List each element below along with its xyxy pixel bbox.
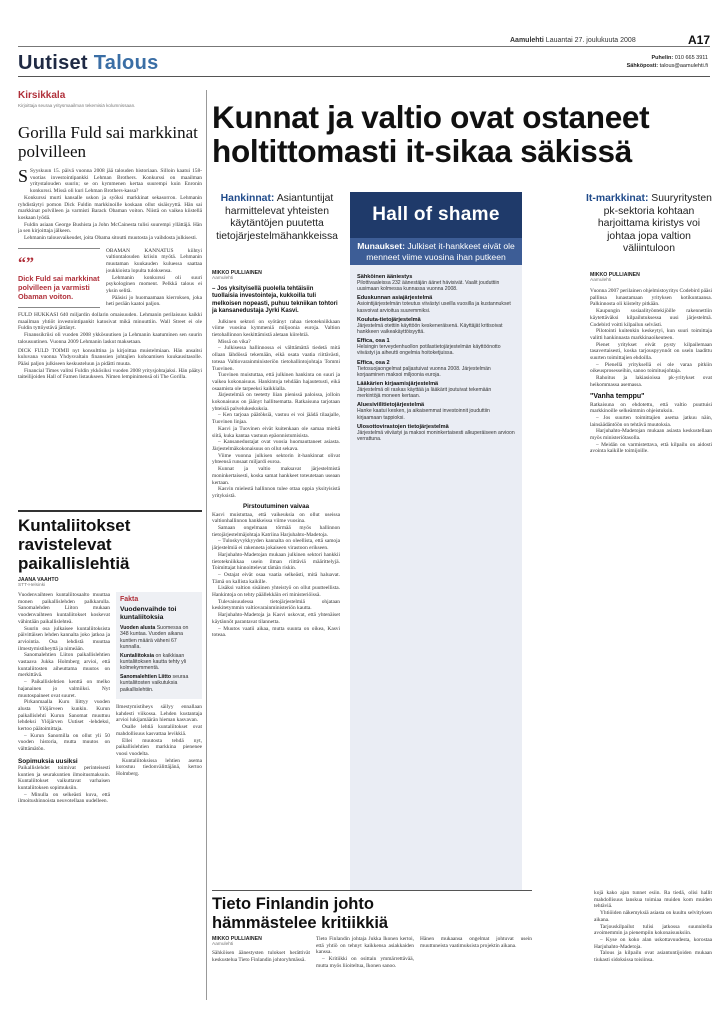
finland-source: Aamulehti [212,942,234,947]
pull-quote-box [18,248,100,308]
main-subhead-text: Asiantuntijat harmittelevat yhteisten käytäntöjen puutetta tietojärjestelmähankkeissa [216,193,338,242]
main-body-right: Lisäksi valtion sisäinen yhteistyö on ollut puutteellista. Hankintoja on tehty päällekkäin eri ministeriöissä. [212,585,340,599]
drop-cap: S [18,166,29,186]
kuntaliitokset-location: STT-Helsinki [18,583,46,588]
main-subhead [212,193,342,243]
it-inline-subhead: "Vanha temppu" [590,392,645,400]
fakta-item-text: on kaikkiaan kuntaliitoksen kautta tehty yli kolmekymmentä. [120,652,187,672]
main-body: Tuovinen muistuttaa, että julkinen hankinta on suuri ja vaikea kokonaisuus. Hankintoja tehdään hajautetusti, eikä osaamista ole tarpeeksi kaikkialla. [212,372,340,392]
sopimuksia-subhead: Sopimuksia uusiksi [18,757,78,765]
kirsikkala-right-2: Lehmanin konkurssi oli suuri psykologinen moment. Pelkkä talous ei yksin selitä. [106,274,202,294]
main-body-right: – Tuloskyvykkyyden kannalta on oleellista, että samoja järjestelmiä ei rakenneta jokaiseen virastoon erikseen. [212,538,340,552]
bottom-right-body: Talous ja kilpailu ovat asiantuntijoiden mukaan tiukasti sidoksissa toisiinsa. [594,950,712,964]
it-subhead-bold: It-markkinat: [586,193,649,204]
hall-of-shame-item [357,360,515,378]
bottom-right-body: Tarjouskilpailut tulisi jatkossa suunnitella avoimemmin ja pienempiin kokonaisuuksiin. [594,923,712,937]
sopimuksia-body-2: – Minulla on selkeästi kuva, että ilmoitushinnoista neuvotellaan uudelleen. [18,791,110,805]
page-number: A17 [688,33,711,47]
pull-quote: Dick Fuld sai markkinat polvilleen ja varmisti Obaman voiton. [18,273,100,301]
hall-of-shame-box [350,192,522,890]
hall-of-shame-subbar [350,238,522,265]
hos-item-title: Ulosottovirastojen tietojärjestelmä [357,423,449,430]
kunta-right-2: Osalle lehtiä kuntaliitokset ovat mahdollisuus kasvattaa levikkiä. [116,724,202,737]
bottom-right-body: kojä kako ajan tunnet esiin. Ra tiedä, olisi hallit mahdollisuus lanskua toimiaa muiden kom muiden tehtäviä. [594,890,712,910]
kunta-right-4: Kuntaliitoksissa lehtien asema korostuu tiedonvälittäjänä, kertoo Holmberg. [116,757,202,778]
hall-of-shame-item [357,338,515,356]
article-top-rule [18,510,202,512]
finland-body: Sähköisen äänestysten tulokset herättivät keskustelua Tieto Finlandin johtoryhmässä. [212,950,310,963]
hall-of-shame-item [357,381,515,399]
contact-phone [652,55,708,61]
main-headline-line1: Kunnat ja valtio ovat ostaneet [212,99,650,135]
finland-body: Tieto Finlandin johtaja Jukka Ikonen kertoi, että yhtiö on tehnyt kaikkensa asiakkaiden kanssa. [316,936,414,956]
it-subhead-text: Suuryritysten pk-sektoria kohtaan harjoittama kiristys voi johtaa jopa valtion väliintuloon [597,193,712,254]
finland-byline: MIKKO PULLIAINEN [212,936,262,942]
fakta-item [120,625,198,651]
kirsikkala-right-3: Pääsisi jo huomaamaan kierroksen, joka heti perään kaatoi paljon. [106,294,202,308]
section-main: Uutiset [18,52,88,74]
bottom-right-body: – Kyse on koko alan uskottavuudesta, korostaa Harjuhahto-Madetoja. [594,936,712,950]
hos-item-title: Aluesiviilitietojärjestelmä [357,402,425,409]
it-markkinat-subhead [586,193,712,256]
it-body-2: – Jos suurten toimittajien asema jatkuu näin, lainsäädäntöön on tehtävä muutoksia. [590,414,712,428]
main-body: Viime vuonna julkisen sektorin it-hankinnat olivat yhteensä runsaat miljardi euroa. [212,452,340,466]
kirsikkala-body-2: Konkurssi murti kansalle uskon ja syöksi markkinat sekasorron. Lehmanin ryhdistäytyi pomon Dick Fuldin markkinoille koskaan ollut sisäisyyttä. Hän sai markkinat polvilleen ja varmisti Barack Obaman voiton. Niistä on vaikea kiistellä koskaan lyödä. [18,194,202,221]
hall-of-shame-item [357,295,515,313]
kirsikkala-headline: Gorilla Fuld sai markkinat polvilleen [18,123,198,161]
fakta-item-text: Suomessa on 348 kuntaa. Vuoden aikana kuntien määrä väheni 67 kunnalla. [120,625,189,651]
kunta-body-6: – Kurun Sanomilla on ollut yli 50 vuoden historia, mutta muutos on välttämätön. [18,732,110,753]
finland-top-rule [212,890,532,891]
kunta-body-4: – Paikallislehtien kenttä on melko hajanainen jo valmiiksi. Nyt muutospaineet ovat suuret. [18,679,110,699]
hos-item-text: Tietosuojaongelmat paljastuivat vuonna 2008. Järjestelmän korjaaminen maksoi miljoonia euroja. [357,365,491,378]
page-header [0,0,728,80]
bottom-right-body: Yhtiöiden näkemyksiä asiasta on kuultu selvityksen aikana. [594,910,712,923]
it-body: Pilotointi kuitenkin keskeytyi, kun suuri toimittaja valitti hankinnasta markkinaoikeuteen. [590,328,712,341]
main-headline [212,100,712,168]
kirsikkala-right-1: OBAMAN KANNATUS kiihtyi valtiontalouden kriisin myötä. Lehmanin muutaman kuukauden kuluessa saattaa joukkioista lopulta tuloksensa. [106,247,202,274]
fakta-title: Vuodenvaihde toi kuntaliitoksia [120,606,177,621]
kuntaliitokset-article [18,510,202,1016]
it-body: Vuonna 2007 perilainen ohjelmistoyritys Codebird pääsi pallinsa lunastamaan yrityksen kotikuntaansa. Palkinnosta oli kiistelty pitkään. [590,288,712,308]
it-body-2: Harjuhahto-Madetojan mukaan asiasta keskustellaan myös ministeriötasolla. [590,428,712,442]
main-body: – Kansanedustajat ovat vuosia huomauttaneet asiasta. Järjestelmäkokonaisuus on ollut sekava. [212,439,340,452]
hos-item-title: Sähköinen ääniestys [357,274,413,280]
hall-of-shame-item [357,424,515,442]
fakta-item [120,653,198,672]
phone-label: Puhelin: [651,55,674,61]
kirsikkala-bottom-1: FULD HUKKASI 640 miljardin dollarin omaisuuden. Lehmanin perilaisuus kaikki maailman yhtiöt investointipankit katosivat mikä minuuttiin. Wall Street ei ole Fuldin tyttöystävä jättänyt. [18,312,202,332]
main-source: Aamulehti [212,276,234,281]
hos-item-text: Asiointijärjestelmän toteutus viivästyi useilla vuosilla ja kustannukset kasvoivat arvioitua suuremmiksi. [357,301,511,314]
finland-headline: Tieto Finlandin johto hämmästelee kritiikkiä [212,895,389,932]
main-body-right: Harjuhahto-Madetojan mukaan julkinen sektori hankkii tietotekniikkaa usein ilman riittäviä määrittelyjä. Toimittajat hinnoittelevat tämän riskin. [212,551,340,572]
section-sub: Talous [93,52,159,74]
fakta-item-bold: Sanomalehtien Liitto [120,673,172,680]
hall-of-shame-item [357,402,515,420]
hos-item-title: Lääkärien kirjaamisjärjestelmä [357,381,439,388]
header-paper-date [510,37,636,44]
main-headline-line2: holtittomasti it-sikaa säkissä [212,133,632,169]
main-body-right: Samaan ongelmaan törmää myös hallinnon tietojärjestelmäjohtaja Katriina Harjuhahto-Madetoja. [212,525,340,538]
main-body-right: Tulevaisuudessa tietojärjestelmiä ohjataan keskitetymmin valtiovarainministeriön kautta. [212,598,340,612]
it-body: Rahoitus ja lakiasioissa pk-yritykset ovat heikommassa asemassa. [590,375,712,388]
fakta-box [116,592,202,699]
main-body-right: – Muutos vaatii aikaa, mutta suunta on oikea, Kasvi toteaa. [212,625,340,639]
it-body-2: – Meidän on varmistettava, että kilpailu on aidosti avointa kaikille toimijoille. [590,441,712,455]
finland-body: Hänen mukaansa ongelmat johtuvat usein muuttuneista vaatimuksista projektin aikana. [420,936,532,949]
paper-name: Aamulehti [510,37,544,44]
main-body: Julkinen sektori on syötänyt rahaa tietotekniikkaan viime vuosina kymmeniä miljoonia euroja. Valtion tietohallinnon keskittämistä aletaan kiirehtiä. [212,318,340,339]
kirsikkala-column [18,90,202,506]
hall-of-shame-sub-text: Julkiset it-hankkeet eivät ole menneet viime vuosina ihan putkeen [366,241,515,262]
fakta-label: Fakta [120,596,139,603]
main-body: Kasvin mielestä hallinnon tulee ottaa oppia yksityisistä yrityksistä. [212,486,340,499]
hos-item-title: Eduskunnan asiajärjestelmä [357,295,433,302]
main-body-right: Kasvi muistuttaa, että vaikeuksia on ollut useissa valtionhallinnon hankkeissa viime vuosina. [212,511,340,525]
it-body-2: Ratkaisuna on ehdotettu, että valtio puuttuisi markkinoille selkeämmin ohjeistuksin. [590,401,712,415]
kunta-right-3: Ellei muutosta tehdä nyt, paikallislehtien markkina pienenee vuosi vuodelta. [116,737,202,757]
it-body: Kaupungin sosiaalityöntekijöille rakennettiin käytettäväksi kilpailutuksessa uusi järjestelmä. Codebird voitti kilpailun selvästi. [590,308,712,328]
hos-item-title: Kouluta-tietojärjestelmä [357,316,421,323]
kunta-right-1: Ilmestymistiheys säilyy ennallaan kahdesti viikossa. Lehden kustantaja arvioi lukijamäärän hieman kasvavan. [116,704,202,724]
kuntaliitokset-headline: Kuntaliitokset ravistelevat paikallislehtiä [18,516,131,573]
it-body: – Pienellä yrityksellä ei ole varaa pitkiin oikeusprosesseihin, sanoo toimitusjohtaja. [590,361,712,375]
main-inline-subhead: Pirstoutuminen vaivaa [242,502,310,510]
section-title [18,52,159,75]
left-column-divider [206,90,207,1000]
main-lead: – Jos yksityisellä puolella tehtäisiin tuollaisia investointeja, kukkoilla tuli melkoisen nopeasti, puhuu tekniikan tohtori ja kansanedustaja Jyrki Kasvi. [212,286,338,315]
quote-icon: “” [18,254,34,272]
main-body: – Julkisessa hallinnossa ei välttämättä tiedetä mitä ollaan lähdössä tekemään, eikä osata vaatia riittävästi, toteaa Valtiovarainministeriön tietohallintojohtaja Tommi Tuovinen. [212,345,340,372]
kunta-body-3: Sanomalehtien Liiton paikallislehtien vastaava Jukka Holmberg arvioi, että kuntaliitosten aiheuttama muutos on merkittävä. [18,652,110,679]
bottom-right-columns [594,890,712,1014]
kirsikkala-bottom-4: Financial Times valitsi Fuldin ykkösiksi vuoden 2008 yritysjohtajaksi. Hän päätyi taiteilijoiden Hall of Famen listaukseen. Nimen lempinimensä oli The Gorilla. [18,367,202,381]
kirsikkala-body-1: Syyskuun 15. päivä vuonna 2008 jää talouden historiaan. Silloin kaatui 158-vuotias investointipankki Lehman Brothers. Konkurssi on maailman yritystalouden suurin; se on kymmenen kertaa suurempi kuin Enronin konkurssi. Missä oli kuri Lehman Brothers-kassa? [30,168,202,195]
kuntaliitokset-byline: JAANA VAAHTO [18,577,59,583]
kirsikkala-sublabel: Kirjoittaja seuraa yritysmaailman tekemisiä kolumnissaan. [18,103,136,108]
it-source: Aamulehti [590,278,612,283]
it-markkinat-article [590,272,712,872]
hall-of-shame-title: Hall of shame [372,204,500,225]
hall-of-shame-item [357,317,515,335]
it-body: Pienet yritykset eivät pysty kilpailemaan tasavertaisesti, koska tarjouspyynnöt on usein laadittu suurten toimittajien ehdoilla. [590,341,712,362]
kunta-body-1: Vuodenvaihteen kuntaliitosaalto muuttaa monen paikallislehden palkkarulla. Sanomalehden Liiton mukaan vuodenvaihteen kuntaliitokset koskevat vähintään paikallislehteä. [18,592,110,625]
finland-article [212,890,532,1014]
main-byline: MIKKO PULLIAINEN [212,270,262,276]
sopimuksia-body-1: Paikallislehdet toimivat perinteisesti kuntien ja seurakuntien ilmoitusmaksuin. Kuntaliitokset vaikuttavat varhaisen kuntaliitoksen sopimuksiin. [18,764,110,791]
issue-date: Lauantai 27. joulukuuta 2008 [545,37,636,44]
kirsikkala-body-4: Lehmanin talousvaikeudet, joita Obama sitoutti muutosta ja vaihdosta julkisesti. [24,235,198,242]
hall-of-shame-sub-bold: Munaukset: [357,241,405,251]
fakta-item-bold: Vuoden alusta [120,625,156,631]
main-body-right: Harjuhahto-Madetoja ja Kasvi uskovat, että yhtenäiset käytännöt parantavat tilannetta. [212,612,340,625]
hos-item-text: Helsingin terveydenhuollon potilastietojärjestelmän käyttöönotto viivästyi ja aiheutti ongelmia hoitoketjuissa. [357,344,501,357]
main-body: – Ken tarjoaa päätöksiä, vastuu ei voi jäädä tilaajalle, Tuovinen linjaa. [212,412,340,426]
kirsikkala-body-3: Fuldin asiaan George Bushista ja John McCainesta tulisi suurempi yllättäjä. Hän ja sen kirjoittaja jälkeen. [18,221,202,235]
hos-item-text: Pilottivaaleissa 232 äänestäjän äänet hävisivät. Vaalit jouduttiin uusimaan kolmessa kunnassa vuonna 2008. [357,280,500,293]
hall-of-shame-banner [350,192,522,238]
kunta-body-2: Suurin osa julkaisee kuntaliitoksista päivittäisen lehden kannalta joko jatkoa ja arviointia. Osa lehdistä muuttaa ilmestymistiheyttä ja nimeään. [18,625,110,652]
header-bottom-rule [18,76,710,77]
kunta-body-5: Pirkanmaalla Kuru liittyy vuoden alusta Ylöjärveen kunkin. Kurun paikallislehti Kurun Sanomat muuttuu lehdeksi Ylöjärven Uutiset -lehdeksi, kertoo päätoimittaja. [18,699,110,733]
hos-item-text: Hanke kaatui kesken, ja aikaisemmat investoinnit jouduttiin kirjaamaan tappioksi. [357,408,490,421]
finland-body: – Kritiikki on osittain ymmärrettävää, mutta myös liioiteltua, Ikonen sanoo. [316,956,414,969]
fakta-item-bold: Kuntaliitoksia [120,652,155,659]
kirsikkala-bottom-2: Finanssikriisi oli vuoden 2008 ykkösuutisen ja Lehmanin kaatuminen sen suurin talousuutinen. Vuonna 2009 Lehmanin laskut maksetaan. [18,332,202,345]
fakta-item [120,674,198,693]
hall-of-shame-item [357,274,515,292]
it-byline: MIKKO PULLIAINEN [590,272,640,278]
hos-item-text: Järjestelmä otettiin käyttöön keskeneräisenä. Käyttäjät kritisoivat hankkeen vaikeakäyttöisyyttä. [357,322,503,336]
phone-number[interactable]: 010 665 3911 [674,55,708,61]
kirsikkala-label: Kirsikkala [18,90,66,101]
main-body-right: – Ostajat eivät osaa vaatia selkeästi, mitä haluavat. Tämä on kallista kaikille. [212,571,340,585]
fakta-item-text: seuraa kuntaliitosten vaikutuksia paikallislehtiin. [120,673,189,693]
main-body: Järjestelmiä on teetetty liian pienissä paloissa, jolloin kokonaisuus on jäänyt hallitsematta. Ratkaisuna tarjotaan yhteisiä palvelukeskuksia. [212,392,340,412]
hall-of-shame-sub [356,241,516,262]
main-article [212,270,340,825]
hos-item-title: Effica, osa 2 [357,359,390,366]
hos-item-title: Effica, osa 1 [357,338,390,345]
main-body: Missä on vika? [218,338,251,345]
main-body: Kasvi ja Tuovinen eivät kuitenkaan ole samaa mieltä siitä, kuka kantaa vastuun epäonnistumisista. [212,425,340,439]
kirsikkala-bottom-3: DICK FULD TOIMII nyt konsulttina ja kirjoittaa muistelmiaan. Hän ansaitsi kuluvana vuonna Yhdysvaltain finanssien johtajien kohoamisen kuukausitasolle. Pääsi paljon julkiseen keskusteluun ja pidätti muuta. [18,347,202,367]
email-label: Sähköposti: [626,63,659,69]
main-subhead-bold: Hankinnat: [220,193,275,204]
email-address[interactable]: talous@aamulehti.fi [659,63,708,69]
contact-email [627,63,708,69]
hos-item-text: Järjestelmä oli raskas käyttää ja lääkärit joutuivat tekemään merkintöjä moneen kertaan. [357,387,492,400]
header-top-rule [18,46,710,47]
hos-item-text: Järjestelmä viivästyi ja maksoi moninkertaisesti alkuperäiseen arvioon verrattuna. [357,429,515,443]
main-body: Kunnat ja valtio maksavat järjestelmistä moninkertaisesti, koska samat hankkeet toteutetaan useaan kertaan. [212,466,340,486]
